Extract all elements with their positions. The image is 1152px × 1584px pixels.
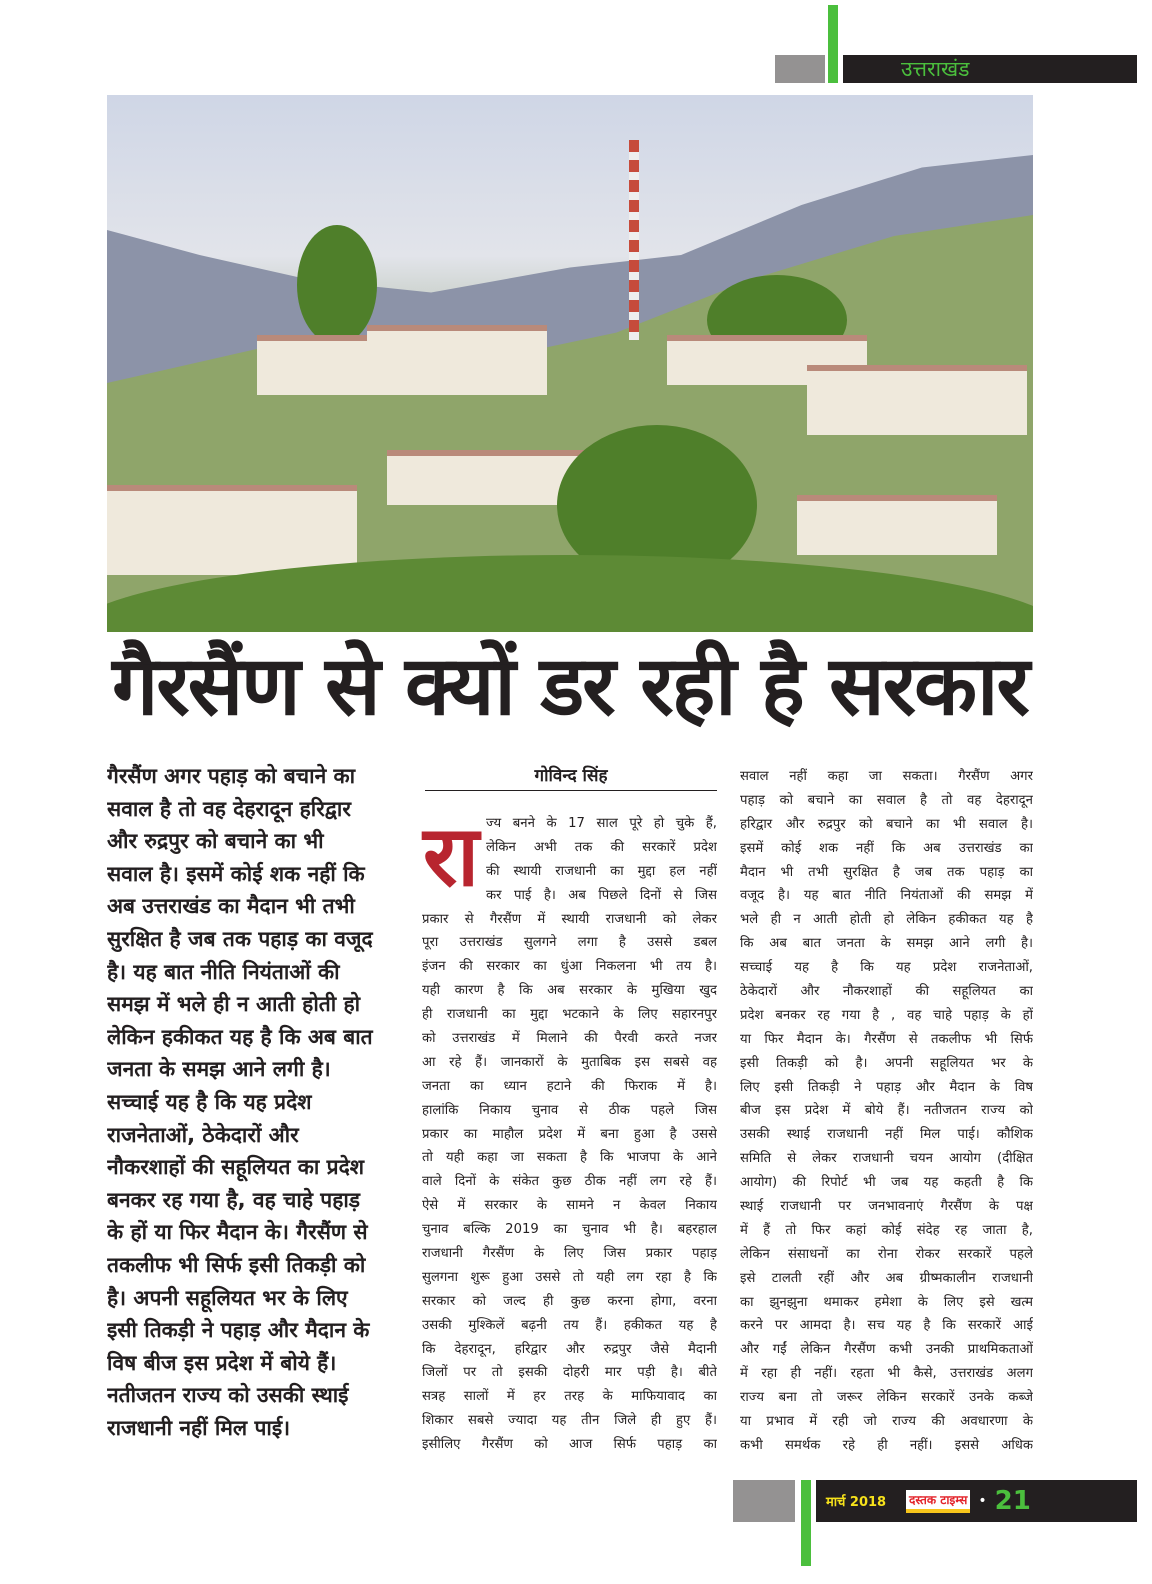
text-line: में हैं तो फिर कहां कोई संदेह रह जाता है, [740, 1222, 1033, 1238]
text-line: कर पाई है। अब पिछले दिनों से जिस [486, 887, 717, 903]
text-line: कि देहरादून, हरिद्वार और रुद्रपुर जैसे मैदानी [422, 1341, 717, 1357]
header-gray-block [775, 55, 825, 83]
text-line: की स्थायी राजधानी का मुद्दा हल नहीं [486, 863, 717, 879]
text-line: प्रकार का माहौल प्रदेश में बना हुआ है उससे [422, 1126, 717, 1142]
text-line: इसी तिकड़ी को है। अपनी सहूलियत भर के [740, 1055, 1033, 1071]
text-line: नतीजतन राज्य को उसकी स्थाई [107, 1383, 349, 1408]
text-line: सुरक्षित है जब तक पहाड़ का वजूद [107, 926, 373, 951]
text-line: राजनेताओं, ठेकेदारों और [107, 1122, 299, 1147]
text-line: है। अपनी सहूलियत भर के लिए [107, 1285, 348, 1310]
text-line: है। यह बात नीति नियंताओं की [107, 959, 340, 984]
page-number: 21 [994, 1486, 1031, 1516]
text-line: को उत्तराखंड में मिलाने की पैरवी करते नजर [422, 1031, 717, 1047]
separator-dot: • [978, 1493, 987, 1509]
text-line: इसीलिए गैरसैंण को आज सिर्फ पहाड़ का [422, 1437, 717, 1453]
article-photo-garsain-hills [107, 95, 1033, 632]
text-line: ऐसे में सरकार के सामने न केवल निकाय [422, 1198, 717, 1214]
text-line: कि अब बात जनता के समझ आने लगी है। [740, 936, 1033, 952]
text-line: लेकिन हकीकत यह है कि अब बात [107, 1024, 373, 1049]
text-line: जनता का ध्यान हटाने की फिराक में है। [422, 1078, 717, 1094]
text-line: इंजन की सरकार का धुंआ निकलना भी तय है। [422, 959, 717, 975]
text-line: या प्रभाव में रही जो राज्य की अवधारणा के [740, 1414, 1033, 1430]
text-line: सुलगना शुरू हुआ उससे तो यही लग रहा है कि [422, 1269, 717, 1285]
text-line: सत्रह सालों में हर तरह के माफियावाद का [422, 1389, 717, 1405]
text-line: स्थाई राजधानी पर जनभावनाएं गैरसैंण के पक्ष [740, 1199, 1033, 1215]
text-line: आयोग) की रिपोर्ट भी जब यह कहती है कि [740, 1175, 1033, 1191]
text-line: भले ही न आती होती हो लेकिन हकीकत यह है [740, 912, 1033, 928]
text-line: यही कारण है कि अब सरकार के मुखिया खुद [422, 983, 717, 999]
text-line: करने पर आमदा है। सच यह है कि सरकारें आई [740, 1318, 1033, 1334]
text-line: सरकार को जल्द ही कुछ करना होगा, वरना [422, 1293, 717, 1309]
text-line: कभी समर्थक रहे ही नहीं। इससे अधिक [740, 1437, 1033, 1453]
text-line: समझ में भले ही न आती होती हो [107, 992, 361, 1017]
text-line: हालांकि निकाय चुनाव से ठीक पहले जिस [422, 1102, 717, 1118]
text-line: सवाल है तो वह देहरादून हरिद्वार [107, 796, 351, 821]
text-line: विष बीज इस प्रदेश में बोये हैं। [107, 1350, 337, 1375]
text-line: राजधानी गैरसैंण के लिए जिस प्रकार पहाड़ [422, 1246, 717, 1262]
text-line: इसे टालती रहीं और अब ग्रीष्मकालीन राजधानी [740, 1270, 1033, 1286]
text-line: पहाड़ को बचाने का सवाल है तो वह देहरादून [740, 792, 1033, 808]
text-line: हरिद्वार और रुद्रपुर को बचाने का भी सवाल है। [740, 816, 1033, 832]
article-column-right [740, 765, 1033, 1458]
text-line: इसी तिकड़ी ने पहाड़ और मैदान के [107, 1318, 370, 1343]
pull-quote [107, 760, 395, 1444]
text-line: गैरसैंण अगर पहाड़ को बचाने का [107, 764, 356, 788]
magazine-logo: दस्तक टाइम्स [906, 1490, 970, 1513]
text-line: सवाल नहीं कहा जा सकता। गैरसैंण अगर [740, 769, 1033, 784]
text-line: वाले दिनों के संकेत कुछ ठीक नहीं लग रहे हैं। [422, 1174, 717, 1190]
text-line: इसमें कोई शक नहीं कि अब उत्तराखंड का [740, 840, 1033, 856]
article-column-middle [422, 807, 717, 1457]
text-line: तकलीफ भी सिर्फ इसी तिकड़ी को [107, 1252, 366, 1277]
text-line: प्रदेश बनकर रह गया है , वह चाहे पहाड़ के हों [740, 1007, 1033, 1023]
footer-gray-block [733, 1480, 795, 1522]
text-line: शिकार सबसे ज्यादा यह तीन जिले ही हुए हैं। [422, 1413, 717, 1429]
text-line: जनता के समझ आने लगी है। [107, 1057, 331, 1082]
text-line: और रुद्रपुर को बचाने का भी [107, 829, 324, 854]
article-headline: गैरसैंण से क्यों डर रही है सरकार [112, 639, 1028, 734]
text-line: उसकी मुश्किलें बढ़नी तय हैं। हकीकत यह है [422, 1317, 717, 1333]
text-line: का झुनझुना थमाकर हमेशा के लिए इसे खत्म [740, 1294, 1033, 1310]
text-line: अब उत्तराखंड का मैदान भी तभी [107, 894, 355, 919]
text-line: में रहा ही नहीं। रहता भी कैसे, उत्तराखंड अलग [740, 1366, 1033, 1382]
text-line: प्रकार से गैरसैंण में स्थायी राजधानी को लेकर [422, 911, 717, 927]
text-line: मैदान भी तभी सुरक्षित है जब तक पहाड़ का [740, 864, 1033, 880]
section-label: उत्तराखंड [843, 55, 1137, 83]
text-line: चुनाव बल्कि 2019 का चुनाव भी है। बहरहाल [422, 1222, 717, 1238]
text-line: लेकिन संसाधनों का रोना रोकर सरकारें पहले [740, 1246, 1033, 1262]
issue-date: मार्च 2018 [826, 1495, 887, 1510]
drop-cap: रा [422, 807, 480, 905]
footer-bar [816, 1480, 1137, 1522]
text-line: या फिर मैदान के। गैरसैंण से तकलीफ भी सिर्फ [740, 1031, 1033, 1047]
text-line: नौकरशाहों की सहूलियत का प्रदेश [107, 1155, 365, 1180]
text-line: बनकर रह गया है, वह चाहे पहाड़ [107, 1187, 361, 1212]
footer-green-bar [801, 1480, 811, 1566]
text-line: और गईं लेकिन गैरसैंण कभी उनकी प्राथमिकताओं [740, 1342, 1033, 1358]
text-line: सवाल है। इसमें कोई शक नहीं कि [107, 861, 365, 886]
text-line: लिए इसी तिकड़ी ने पहाड़ और मैदान के विष [740, 1079, 1033, 1095]
text-line: के हों या फिर मैदान के। गैरसैंण से [107, 1220, 368, 1245]
text-line: सच्चाई यह है कि यह प्रदेश राजनेताओं, [740, 960, 1033, 976]
text-line: पूरा उत्तराखंड सुलगने लगा है उससे डबल [422, 935, 717, 951]
text-line: सच्चाई यह है कि यह प्रदेश [107, 1089, 312, 1114]
text-line: तो यही कहा जा सकता है कि भाजपा के आने [422, 1150, 717, 1166]
text-line: ज्य बनने के 17 साल पूरे हो चुके हैं, [486, 816, 717, 831]
text-line: समिति से लेकर राजधानी चयन आयोग (दीक्षित [740, 1151, 1033, 1167]
header-green-bar [828, 5, 838, 83]
text-line: वजूद है। यह बात नीति नियंताओं की समझ में [740, 888, 1033, 904]
text-line: ठेकेदारों और नौकरशाहों की सहूलियत का [740, 984, 1033, 1000]
text-line: उसकी स्थाई राजधानी नहीं मिल पाई। कौशिक [740, 1127, 1033, 1143]
text-line: राजधानी नहीं मिल पाई। [107, 1415, 291, 1440]
text-line: आ रहे हैं। जानकारों के मुताबिक इस सबसे वह [422, 1054, 717, 1070]
text-line: राज्य बना तो जरूर लेकिन सरकारें उनके कब्जे [740, 1390, 1033, 1406]
text-line: लेकिन अभी तक की सरकारें प्रदेश [486, 839, 717, 855]
text-line: बीज इस प्रदेश में बोये हैं। नतीजतन राज्य को [740, 1103, 1033, 1119]
text-line: ही राजधानी का मुद्दा भटकाने के लिए सहारनपुर [422, 1007, 717, 1023]
author-byline: गोविन्द सिंह [425, 763, 717, 791]
text-line: जिलों पर तो इसकी दोहरी मार पड़ी है। बीते [422, 1365, 717, 1381]
